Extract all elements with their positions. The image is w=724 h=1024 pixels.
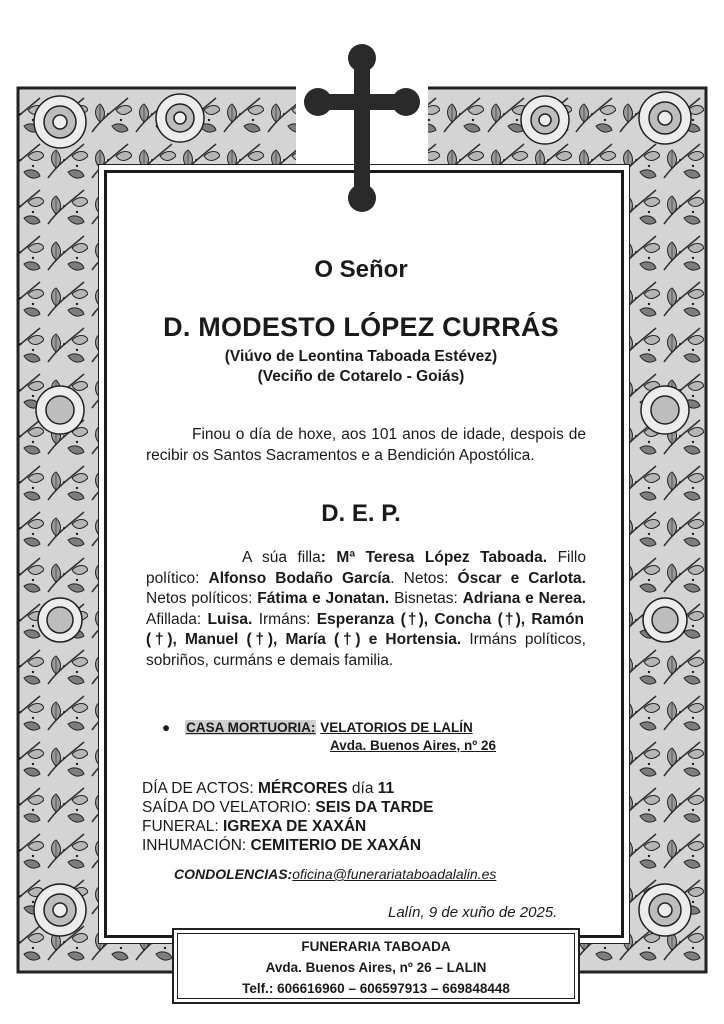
family-paragraph: A súa filla: Mª Teresa López Taboada. Fillo político: Alfonso Bodaño García. Netos: Óscar e Carlota. Netos políticos: Fátima e Jonatan. Bisnetas: Adriana e Nerea. Afillada: Luisa. Irmáns: Esperanza (†), Concha (†), Ramón (†), Manuel (†), María (†) e Hortensia. Irmáns políticos, sobriños, curmáns e demais familia. bbox=[146, 549, 587, 669]
condolences-line bbox=[174, 866, 496, 882]
condolences-email-link[interactable]: oficina@funerariataboadalalin.es bbox=[292, 866, 497, 882]
dep-heading: D. E. P. bbox=[321, 500, 401, 527]
mortuary-line bbox=[162, 720, 473, 735]
event-burial: INHUMACIÓN: CEMITERIO DE XAXÁN bbox=[142, 837, 422, 854]
neighbor-line: (Veciño de Cotarelo - Goiás) bbox=[257, 368, 465, 385]
event-funeral: FUNERAL: IGREXA DE XAXÁN bbox=[142, 818, 367, 835]
footer-company: FUNERARIA TABOADA bbox=[301, 939, 451, 954]
widower-line: (Viúvo de Leontina Taboada Estévez) bbox=[224, 348, 498, 365]
event-departure: SAÍDA DO VELATORIO: SEIS DA TARDE bbox=[142, 799, 434, 816]
footer-phones: Telf.: 606616960 – 606597913 – 669848448 bbox=[242, 981, 510, 996]
cross-icon bbox=[304, 42, 420, 214]
mortuary-label: CASA MORTUORIA: bbox=[186, 720, 316, 735]
footer-address: Avda. Buenos Aires, nº 26 – LALIN bbox=[265, 960, 487, 975]
funeral-home-footer bbox=[172, 928, 580, 1004]
condolences-label: CONDOLENCIAS: bbox=[174, 866, 293, 882]
date-line: Lalín, 9 de xuño de 2025. bbox=[388, 904, 558, 921]
deceased-name: D. MODESTO LÓPEZ CURRÁS bbox=[163, 312, 559, 342]
mortuary-place: VELATORIOS DE LALÍN bbox=[320, 720, 473, 735]
bullet-icon: ● bbox=[162, 720, 171, 735]
event-day: DÍA DE ACTOS: MÉRCORES día 11 bbox=[142, 780, 395, 797]
honorific-title: O Señor bbox=[314, 256, 408, 283]
mortuary-address: Avda. Buenos Aires, nº 26 bbox=[330, 738, 496, 753]
announcement-paragraph: Finou o día de hoxe, aos 101 anos de idade, despois de recibir os Santos Sacramentos e a Bendición Apostólica. bbox=[146, 426, 586, 464]
